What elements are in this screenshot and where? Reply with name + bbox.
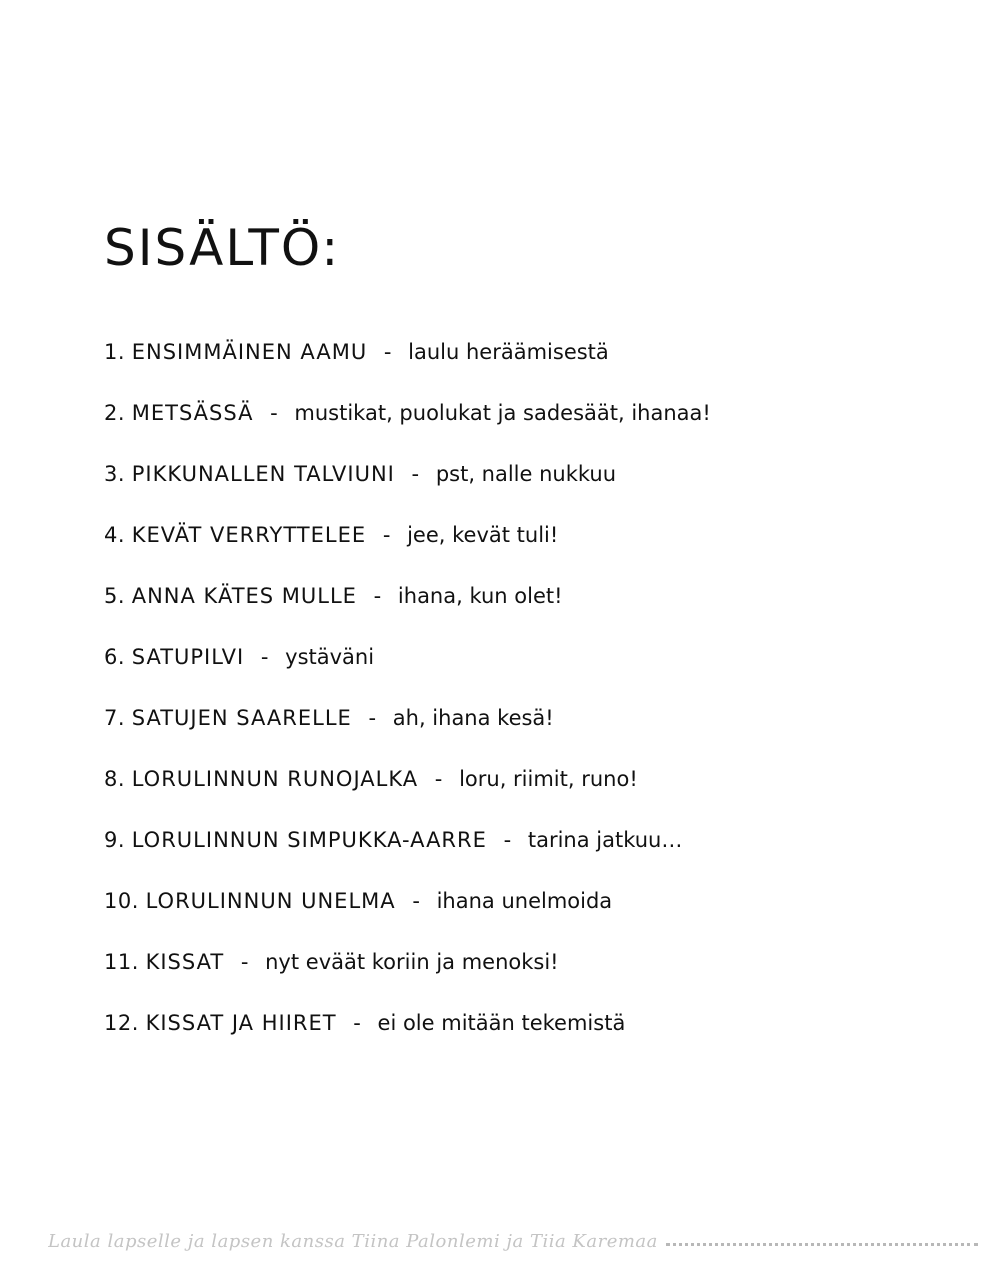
toc-description: jee, kevät tuli! xyxy=(407,523,559,547)
page-title: SISÄLTÖ: xyxy=(104,219,341,277)
toc-separator: - xyxy=(240,950,249,974)
toc-separator: - xyxy=(434,767,443,791)
toc-separator: - xyxy=(411,462,420,486)
toc-description: ihana, kun olet! xyxy=(397,584,563,608)
toc-number: 10. xyxy=(104,889,139,913)
toc-item xyxy=(104,580,924,641)
toc-item xyxy=(104,946,924,1007)
toc-item xyxy=(104,641,924,702)
toc-description: ihana unelmoida xyxy=(436,889,613,913)
toc-description: nyt eväät koriin ja menoksi! xyxy=(265,950,559,974)
toc-description: ystäväni xyxy=(285,645,375,669)
toc-number: 7. xyxy=(104,706,126,730)
toc-number: 9. xyxy=(104,828,126,852)
footer-credit: Laula lapselle ja lapsen kanssa Tiina Palonlemi ja Tiia Karemaa xyxy=(48,1231,658,1252)
toc-separator: - xyxy=(368,706,377,730)
toc-separator: - xyxy=(353,1011,361,1035)
toc-description: mustikat, puolukat ja sadesäät, ihanaa! xyxy=(294,401,711,425)
toc-separator: - xyxy=(270,401,278,425)
toc-number: 2. xyxy=(104,401,126,425)
toc-item xyxy=(104,458,924,519)
toc-description: loru, riimit, runo! xyxy=(459,767,638,791)
toc-description: ah, ihana kesä! xyxy=(392,706,554,730)
toc-number: 3. xyxy=(104,462,126,486)
toc-number: 5. xyxy=(104,584,126,608)
toc-item xyxy=(104,397,924,458)
toc-song-title: KISSAT JA HIIRET xyxy=(145,1011,337,1035)
toc-song-title: SATUJEN SAARELLE xyxy=(131,706,352,730)
toc-song-title: METSÄSSÄ xyxy=(131,401,254,425)
toc-description: tarina jatkuu… xyxy=(527,828,683,852)
toc-separator: - xyxy=(412,889,420,913)
toc-item xyxy=(104,336,924,397)
toc-song-title: LORULINNUN RUNOJALKA xyxy=(131,767,419,791)
toc-number: 1. xyxy=(104,340,126,364)
toc-item xyxy=(104,763,924,824)
toc-item xyxy=(104,885,924,946)
toc-item xyxy=(104,702,924,763)
page-footer xyxy=(48,1222,978,1252)
toc-number: 12. xyxy=(104,1011,139,1035)
toc-number: 8. xyxy=(104,767,126,791)
toc-item xyxy=(104,519,924,580)
toc-number: 4. xyxy=(104,523,126,547)
toc-description: ei ole mitään tekemistä xyxy=(377,1011,626,1035)
table-of-contents xyxy=(104,336,924,1068)
toc-description: laulu heräämisestä xyxy=(408,340,609,364)
toc-item xyxy=(104,1007,924,1068)
toc-song-title: SATUPILVI xyxy=(131,645,245,669)
toc-song-title: LORULINNUN SIMPUKKA-AARRE xyxy=(131,828,487,852)
toc-number: 6. xyxy=(104,645,126,669)
toc-separator: - xyxy=(382,523,391,547)
toc-number: 11. xyxy=(104,950,139,974)
toc-item xyxy=(104,824,924,885)
toc-song-title: ANNA KÄTES MULLE xyxy=(131,584,357,608)
toc-separator: - xyxy=(260,645,269,669)
toc-song-title: KISSAT xyxy=(145,950,225,974)
toc-separator: - xyxy=(373,584,382,608)
toc-song-title: LORULINNUN UNELMA xyxy=(145,889,396,913)
footer-dotted-leader xyxy=(666,1243,978,1246)
toc-separator: - xyxy=(383,340,392,364)
toc-song-title: ENSIMMÄINEN AAMU xyxy=(131,340,368,364)
toc-song-title: KEVÄT VERRYTTELEE xyxy=(131,523,367,547)
toc-separator: - xyxy=(503,828,512,852)
toc-description: pst, nalle nukkuu xyxy=(435,462,617,486)
toc-song-title: PIKKUNALLEN TALVIUNI xyxy=(131,462,395,486)
